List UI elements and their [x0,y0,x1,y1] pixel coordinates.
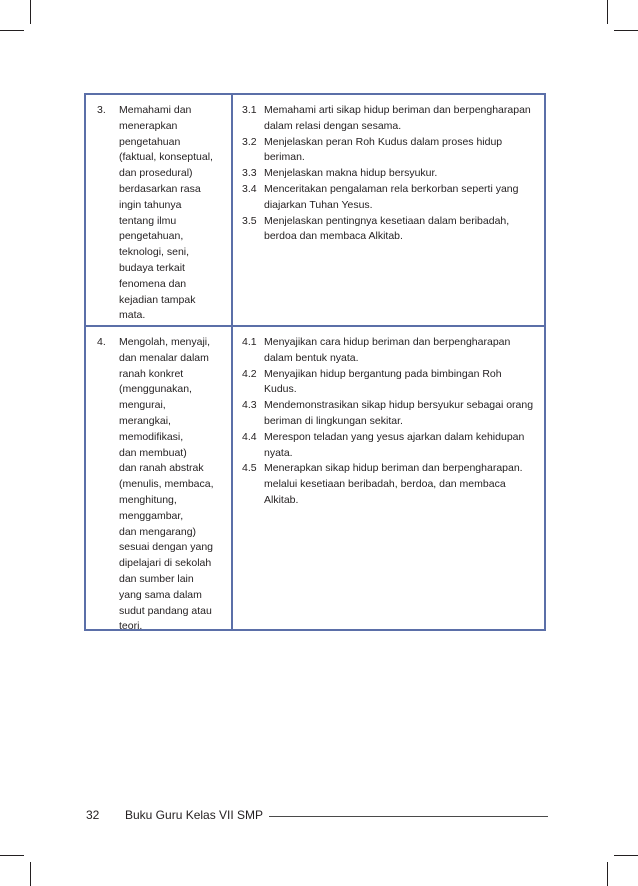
list-item [242,182,536,214]
item-text: Menyajikan hidup bergantung pada bimbingan Roh Kudus. [264,367,502,396]
crop-mark [0,855,24,856]
item-text: Memahami arti sikap hidup beriman dan berpengharapan dalam relasi dengan sesama. [264,104,531,132]
footer-divider [269,816,548,817]
table-row [86,95,544,327]
crop-mark [614,855,638,856]
item-number: 3.2 [242,135,257,148]
crop-mark [607,862,608,886]
competency-number: 4. [97,336,106,348]
basic-competency-cell [233,95,544,325]
list-item [242,166,536,182]
list-item [242,214,536,246]
crop-mark [30,0,31,24]
item-text: Menjelaskan makna hidup bersyukur. [264,167,438,180]
core-competency-cell [86,327,233,633]
competency-table [84,93,546,631]
item-text: Merespon teladan yang yesus ajarkan dalam kehidupan nyata. [264,430,525,459]
list-item [242,461,536,508]
item-number: 3.5 [242,214,257,227]
core-competency-cell [86,95,233,325]
competency-number: 3. [97,104,106,116]
crop-mark [607,0,608,24]
item-number: 3.1 [242,104,257,116]
item-number: 4.5 [242,462,257,475]
competency-text: Memahami dan menerapkan pengetahuan (faktual, konseptual, dan prosedural) berdasarkan rasa ingin tahunya tentang ilmu pengetahuan, teknologi, seni, budaya terkait fenomena dan kejadian tampak mata. [119,104,213,322]
list-item [242,398,536,430]
list-item [242,367,536,399]
crop-mark [30,862,31,886]
item-number: 4.3 [242,399,257,412]
item-text: Menyajikan cara hidup beriman dan berpengharapan dalam bentuk nyata. [264,336,511,364]
crop-mark [0,30,24,31]
list-item [242,335,536,367]
list-item [242,430,536,462]
item-number: 4.1 [242,336,257,348]
item-text: Menceritakan pengalaman rela berkorban seperti yang diajarkan Tuhan Yesus. [264,182,519,211]
item-number: 3.3 [242,167,257,180]
item-text: Menjelaskan pentingnya kesetiaan dalam beribadah, berdoa dan membaca Alkitab. [264,214,510,243]
competency-text: Mengolah, menyaji, dan menalar dalam ranah konkret (menggunakan, mengurai, merangkai, memodifikasi, dan membuat) dan ranah abstrak (menulis, membaca, menghitung, menggambar, dan mengarang) sesuai dengan yang dipelajari di sekolah dan sumber lain yang sama dalam sudut pandang atau teori. [119,336,214,633]
item-text: Menjelaskan peran Roh Kudus dalam proses hidup beriman. [264,135,503,164]
item-number: 3.4 [242,182,257,195]
item-number: 4.2 [242,367,257,380]
crop-mark [614,30,638,31]
item-text: Mendemonstrasikan sikap hidup bersyukur sebagai orang beriman di lingkungan sekitar. [264,399,534,427]
item-text: Menerapkan sikap hidup beriman dan berpengharapan. melalui kesetiaan beribadah, berdoa, dan membaca Alkitab. [264,462,523,506]
list-item [242,135,536,167]
basic-competency-cell [233,327,544,629]
table-row [86,327,544,633]
page-number: 32 [86,808,100,822]
item-number: 4.4 [242,430,257,443]
book-title: Buku Guru Kelas VII SMP [125,808,264,822]
list-item [242,103,536,135]
